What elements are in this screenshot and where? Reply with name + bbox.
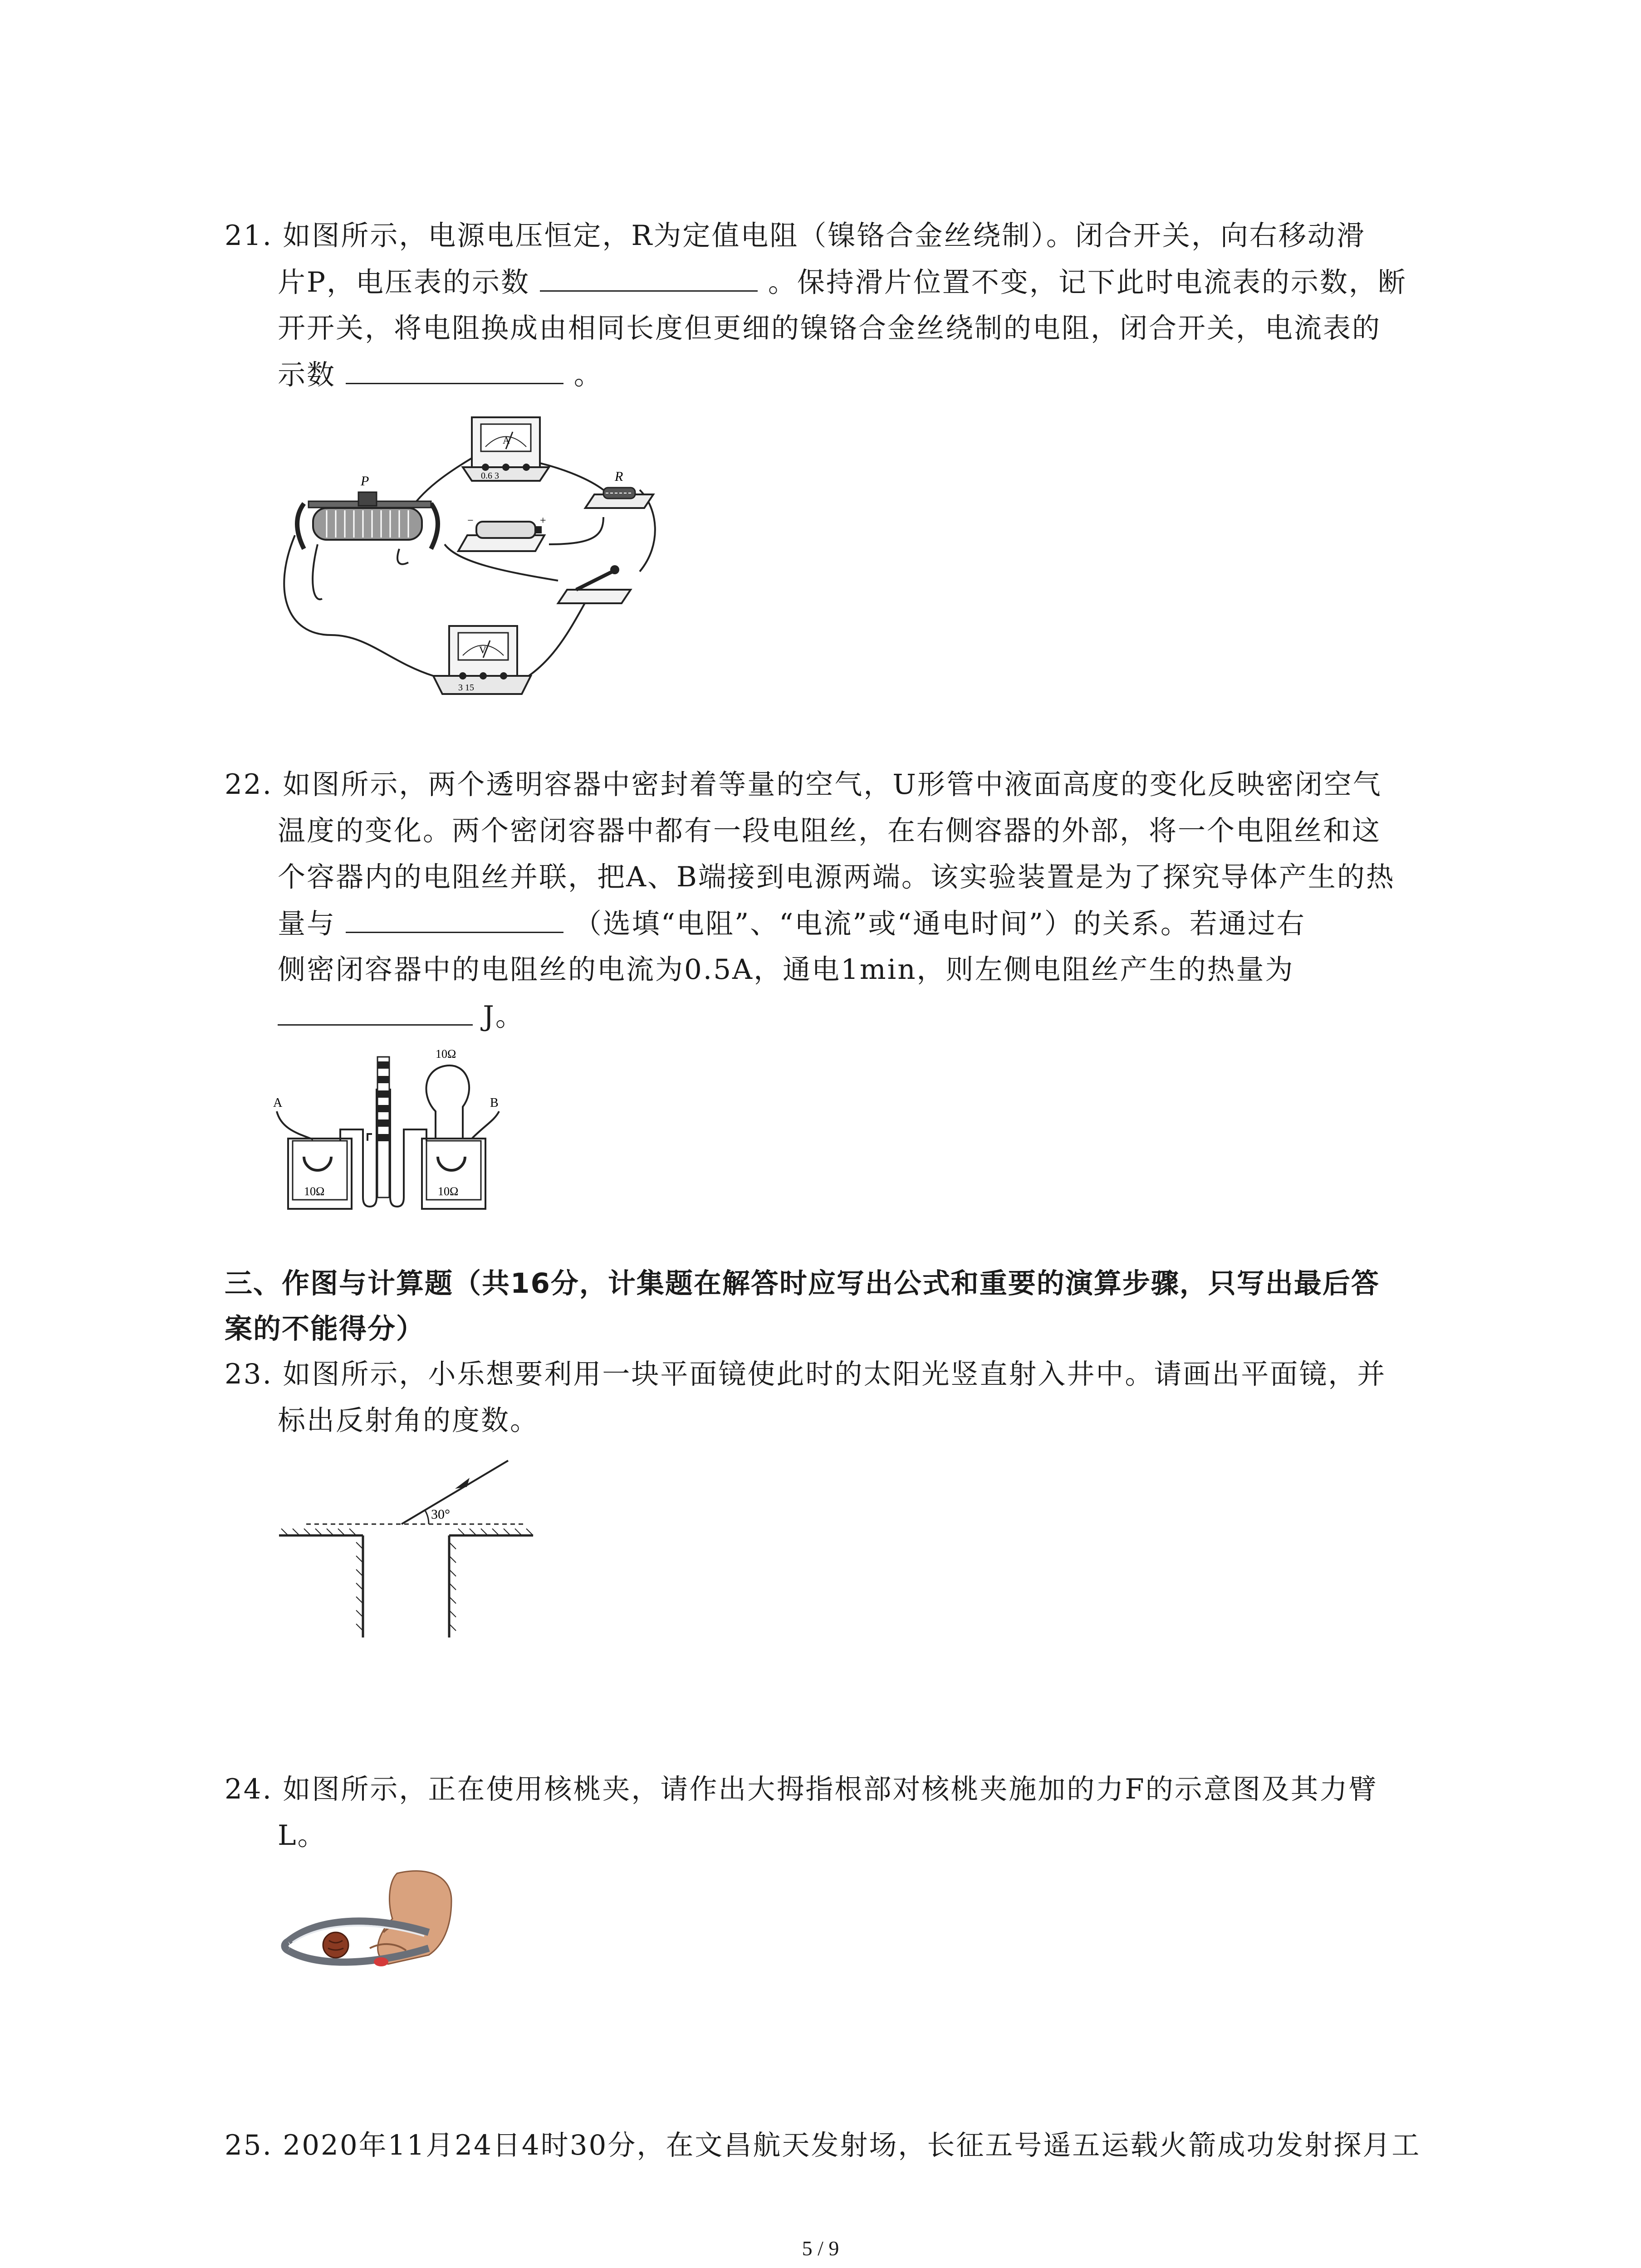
ammeter-scale-label: 0.6 3 — [481, 471, 499, 481]
q24-text-2: L。 — [278, 1819, 327, 1852]
walnut-icon — [323, 1932, 348, 1958]
q22-text-3: 个容器内的电阻丝并联，把A、B端接到电源两端。该实验装置是为了探究导体产生的热 — [278, 861, 1395, 893]
right-resistor-label: 10Ω — [438, 1185, 459, 1198]
resistor-icon — [585, 469, 653, 508]
svg-text:+: + — [540, 515, 546, 527]
q24-text-1: 如图所示，正在使用核桃夹，请作出大拇指根部对核桃夹施加的力F的示意图及其力臂 — [283, 1773, 1378, 1805]
q22-line-6 — [278, 998, 524, 1035]
q22-text-4b: （选填“电阻”、“电流”或“通电时间”）的关系。若通过右 — [573, 908, 1306, 940]
voltmeter-label: V — [479, 644, 486, 655]
page-number: 5 / 9 — [802, 2237, 839, 2260]
q21-circuit-figure — [277, 399, 676, 717]
svg-text:−: − — [467, 515, 474, 527]
q22-text-2: 温度的变化。两个密闭容器中都有一段电阻丝，在右侧容器的外部，将一个电阻丝和这 — [278, 815, 1381, 847]
q22-line-5 — [278, 952, 1294, 988]
switch-icon[interactable] — [558, 565, 631, 603]
q21-text-2b: 。保持滑片位置不变，记下此时电流表的示数，断 — [768, 266, 1407, 298]
q21-number: 21. — [225, 220, 273, 252]
q22-text-4a: 量与 — [278, 908, 336, 940]
q22-answer-blank-1[interactable] — [346, 905, 563, 933]
q21-text-1: 如图所示，电源电压恒定，R为定值电阻（镍铬合金丝绕制）。闭合开关，向右移动滑 — [283, 220, 1366, 252]
q23-number: 23. — [225, 1358, 273, 1390]
q22-line-4 — [278, 905, 1306, 942]
q21-line-2 — [278, 264, 1407, 301]
outside-resistor-label: 10Ω — [436, 1047, 456, 1061]
q21-text-3: 开开关，将电阻换成由相同长度但更细的镍铬合金丝绕制的电阻，闭合开关，电流表的 — [278, 312, 1381, 344]
q21-text-4b: 。 — [573, 359, 603, 391]
q22-line-2 — [278, 813, 1381, 849]
left-resistor-label: 10Ω — [304, 1185, 325, 1198]
ammeter-icon — [463, 417, 549, 481]
q24-number: 24. — [225, 1773, 273, 1805]
voltmeter-scale-label: 3 15 — [458, 683, 474, 693]
q25-line-1 — [225, 2127, 1421, 2164]
q22-text-5: 侧密闭容器中的电阻丝的电流为0.5A，通电1min，则左侧电阻丝产生的热量为 — [278, 953, 1294, 986]
q24-line-2 — [278, 1818, 327, 1854]
sunlight-ray — [402, 1461, 508, 1524]
q23-line-1 — [225, 1356, 1386, 1393]
q21-line-3 — [278, 310, 1381, 347]
battery-icon — [458, 515, 546, 551]
q25-number: 25. — [225, 2129, 273, 2161]
q23-text-2: 标出反射角的度数。 — [278, 1404, 539, 1437]
slider-label: P — [361, 474, 369, 489]
angle-label: 30° — [431, 1507, 450, 1522]
q22-answer-blank-2[interactable] — [278, 998, 473, 1026]
q21-answer-blank-1[interactable] — [540, 264, 758, 292]
q21-line-1 — [225, 218, 1366, 254]
ammeter-label: A — [503, 435, 510, 446]
terminal-b-label: B — [490, 1096, 499, 1110]
rheostat-icon[interactable] — [297, 474, 438, 549]
q21-answer-blank-2[interactable] — [346, 357, 563, 384]
section-3-line-2: 案的不能得分） — [225, 1313, 425, 1345]
q25-text-1: 2020年11月24日4时30分，在文昌航天发射场，长征五号遥五运载火箭成功发射探月工 — [283, 2129, 1421, 2161]
terminal-a-label: A — [273, 1096, 283, 1110]
q24-nutcracker-figure — [279, 1864, 460, 1991]
q22-number: 22. — [225, 768, 273, 801]
ray-arrow-icon — [455, 1478, 470, 1489]
q23-well-figure — [279, 1452, 538, 1642]
voltmeter-icon — [433, 626, 531, 694]
q22-text-1: 如图所示，两个透明容器中密封着等量的空气，U形管中液面高度的变化反映密闭空气 — [283, 768, 1382, 801]
q23-line-2 — [278, 1403, 539, 1439]
q21-text-4a: 示数 — [278, 359, 336, 391]
q24-line-1 — [225, 1771, 1378, 1808]
q22-joule-heating-figure — [272, 1043, 508, 1216]
resistor-label: R — [615, 469, 623, 484]
q22-line-3 — [278, 859, 1395, 895]
q21-line-4 — [278, 357, 603, 393]
q21-text-2a: 片P，电压表的示数 — [278, 266, 530, 298]
q22-text-6b: J。 — [483, 1000, 524, 1032]
section-3-line-1: 三、作图与计算题（共16分，计集题在解答时应写出公式和重要的演算步骤，只写出最后答 — [225, 1267, 1380, 1300]
q23-text-1: 如图所示，小乐想要利用一块平面镜使此时的太阳光竖直射入井中。请画出平面镜，并 — [283, 1358, 1386, 1390]
q22-line-1 — [225, 767, 1382, 803]
